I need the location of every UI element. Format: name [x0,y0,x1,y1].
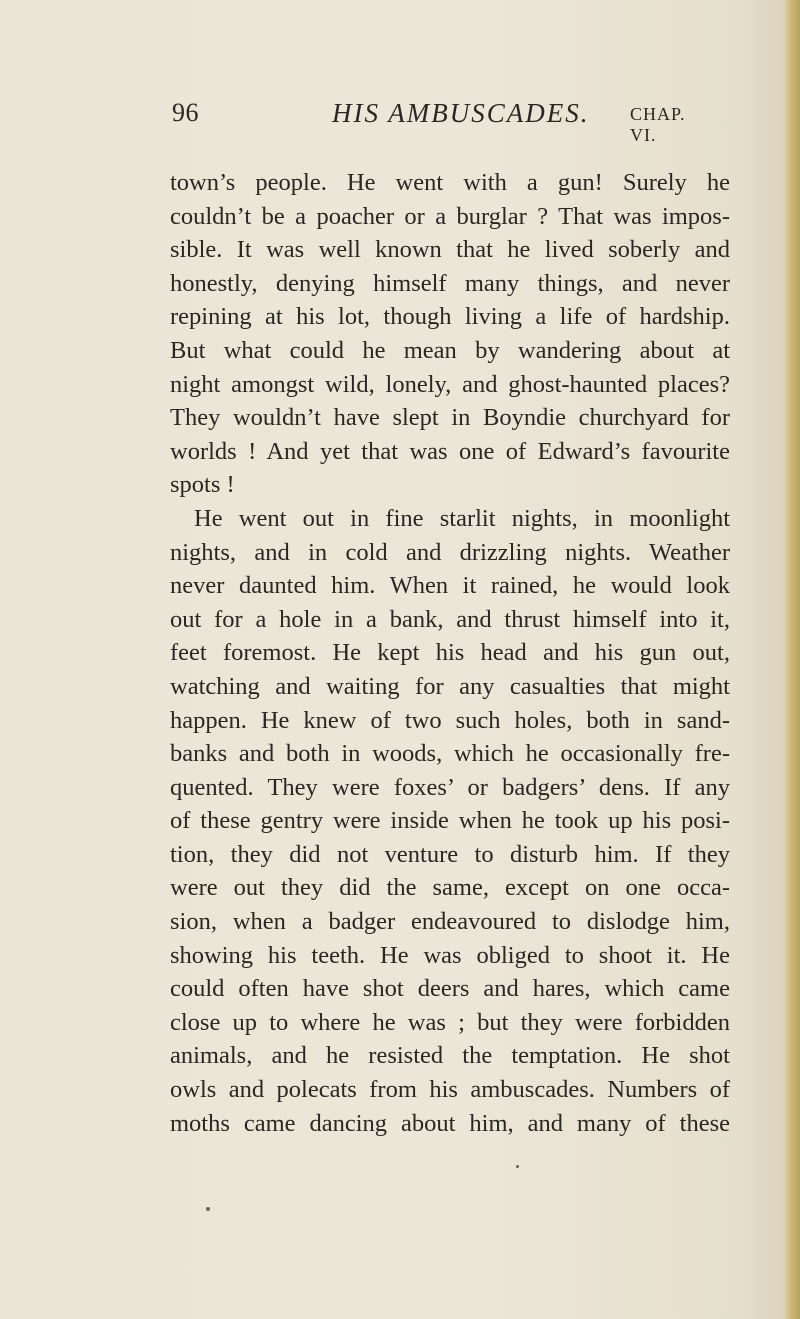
print-speck [206,1207,210,1211]
text-line: owls and polecats from his ambuscades. Numbers of [170,1076,730,1104]
text-line: honestly, denying himself many things, and never [170,269,730,297]
text-line: nights, and in cold and drizzling nights. Weather [170,538,730,566]
text-line: tion, they did not venture to disturb him. If they [170,840,730,868]
text-line: showing his teeth. He was obliged to shoot it. He [170,941,730,969]
text-line: quented. They were foxes’ or badgers’ dens. If any [170,773,730,801]
text-line: were out they did the same, except on one occa- [170,874,730,902]
text-line: couldn’t be a poacher or a burglar ? That was impos- [170,202,730,230]
print-speck [516,1165,519,1168]
chapter-label: CHAP. VI. [630,104,686,145]
text-line: They wouldn’t have slept in Boyndie churchyard for [170,404,730,432]
text-line: spots ! [170,471,235,499]
chapter-title: HIS AMBUSCADES. [332,98,590,128]
running-head [172,98,712,145]
body-text [170,166,730,1140]
text-line: worlds ! And yet that was one of Edward’s favourite [170,437,730,465]
text-line: repining at his lot, though living a life of hardship. [170,303,730,331]
text-line: sible. It was well known that he lived soberly and [170,236,730,264]
text-line: sion, when a badger endeavoured to dislodge him, [170,908,730,936]
page-edge [784,0,800,1319]
text-line: out for a hole in a bank, and thrust himself into it, [170,605,730,633]
text-line: night amongst wild, lonely, and ghost-haunted places? [170,370,730,398]
text-line: But what could he mean by wandering about at [170,336,730,364]
text-line: animals, and he resisted the temptation. He shot [170,1042,730,1070]
text-line: town’s people. He went with a gun! Surely he [170,169,730,196]
text-line: feet foremost. He kept his head and his gun out, [170,639,730,667]
paragraph-start-line: He went out in fine starlit nights, in moonlight [194,504,730,532]
text-line: never daunted him. When it rained, he would look [170,572,730,600]
text-line: watching and waiting for any casualties that might [170,672,730,700]
text-line: could often have shot deers and hares, which came [170,975,730,1003]
page-number: 96 [172,98,199,127]
text-line: of these gentry were inside when he took up his posi- [170,807,730,835]
text-line: banks and both in woods, which he occasionally fre- [170,740,730,768]
text-line: close up to where he was ; but they were forbidden [170,1008,730,1036]
text-line: moths came dancing about him, and many of these [170,1109,730,1137]
text-line: happen. He knew of two such holes, both in sand- [170,706,730,734]
